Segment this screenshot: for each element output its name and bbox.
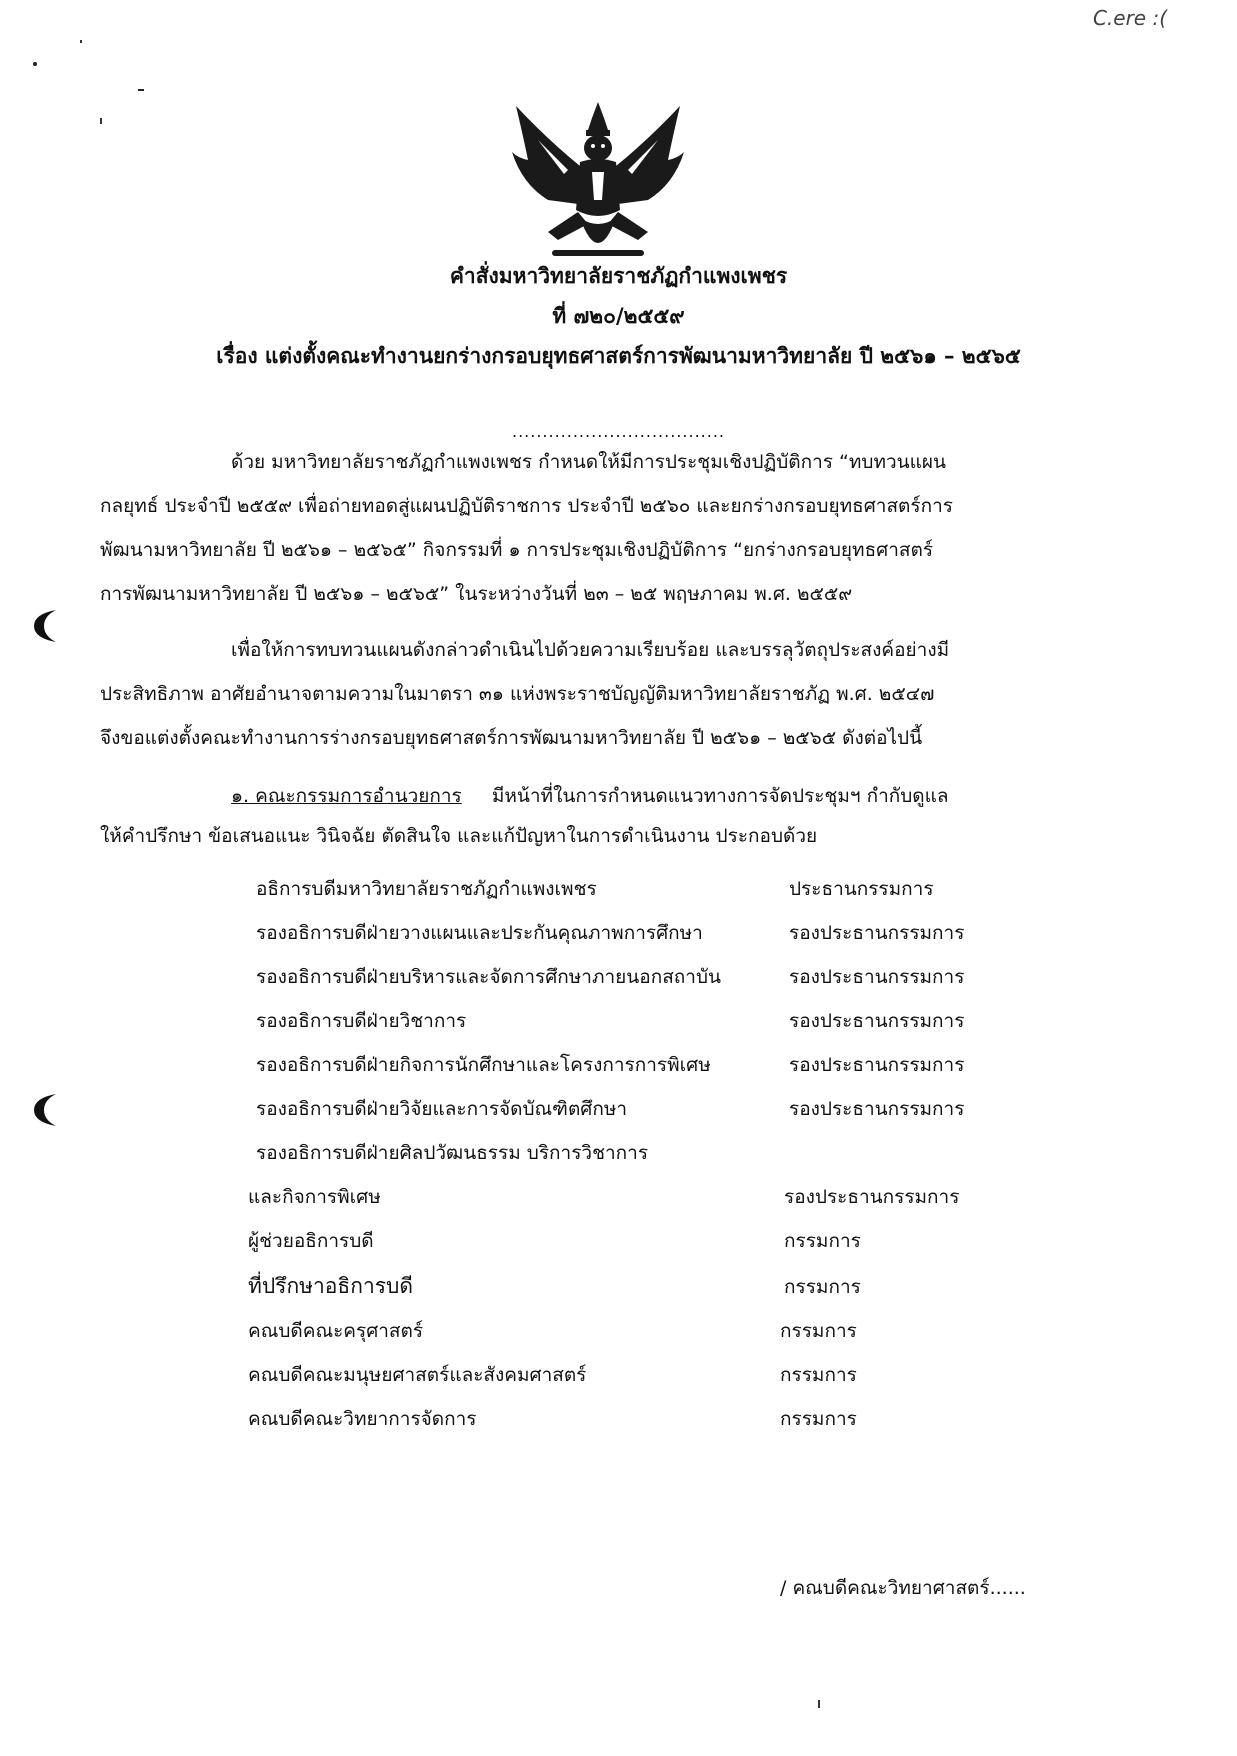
member-name: อธิการบดีมหาวิทยาลัยราชภัฏกำแพงเพชร xyxy=(256,878,597,900)
header-divider: ................................... xyxy=(511,422,725,441)
scan-speck xyxy=(33,62,37,66)
section1-line1 xyxy=(231,774,949,818)
paragraph1-line: กลยุทธ์ ประจำปี ๒๕๕๙ เพื่อถ่ายทอดสู่แผนปฏิบัติราชการ ประจำปี ๒๕๖๐ และยกร่างกรอบยุทธศาสตร์การ xyxy=(100,495,953,517)
paragraph1-line: พัฒนามหาวิทยาลัย ปี ๒๕๖๑ – ๒๕๖๕” กิจกรรมที่ ๑ การประชุมเชิงปฏิบัติการ “ยกร่างกรอบยุทธศาสตร์ xyxy=(100,539,934,561)
member-role: กรรมการ xyxy=(780,1320,857,1342)
member-role: กรรมการ xyxy=(780,1364,857,1386)
order-number: ที่ ๗๒๐/๒๕๕๙ xyxy=(552,304,685,328)
member-name: รองอธิการบดีฝ่ายวิจัยและการจัดบัณฑิตศึกษา xyxy=(256,1098,628,1120)
member-name: รองอธิการบดีฝ่ายบริหารและจัดการศึกษาภายนอกสถาบัน xyxy=(256,966,722,988)
order-subject: เรื่อง แต่งตั้งคณะทำงานยกร่างกรอบยุทธศาสตร์การพัฒนามหาวิทยาลัย ปี ๒๕๖๑ – ๒๕๖๕ xyxy=(216,344,1021,368)
section1-line2: ให้คำปรึกษา ข้อเสนอแนะ วินิจฉัย ตัดสินใจ และแก้ปัญหาในการดำเนินงาน ประกอบด้วย xyxy=(100,825,818,847)
scan-speck xyxy=(138,89,144,91)
scan-speck xyxy=(100,118,102,124)
section1-heading: ๑. คณะกรรมการอำนวยการ xyxy=(231,785,462,807)
scan-speck xyxy=(818,1700,820,1708)
paragraph1-line: ด้วย มหาวิทยาลัยราชภัฏกำแพงเพชร กำหนดให้มีการประชุมเชิงปฏิบัติการ “ทบทวนแผน xyxy=(231,451,946,473)
garuda-emblem-icon xyxy=(508,100,688,268)
member-name: ผู้ช่วยอธิการบดี xyxy=(248,1230,374,1252)
member-role: กรรมการ xyxy=(780,1408,857,1430)
member-role: รองประธานกรรมการ xyxy=(789,1098,965,1120)
member-role: ประธานกรรมการ xyxy=(789,878,934,900)
member-name: และกิจการพิเศษ xyxy=(248,1186,381,1208)
paragraph1-line: การพัฒนามหาวิทยาลัย ปี ๒๕๖๑ – ๒๕๖๕” ในระหว่างวันที่ ๒๓ – ๒๕ พฤษภาคม พ.ศ. ๒๕๕๙ xyxy=(100,583,853,605)
member-role: รองประธานกรรมการ xyxy=(784,1186,960,1208)
member-role: รองประธานกรรมการ xyxy=(789,1010,965,1032)
binder-hole-mark-icon xyxy=(28,606,62,646)
scan-speck xyxy=(80,40,82,43)
member-name: รองอธิการบดีฝ่ายวิชาการ xyxy=(256,1010,467,1032)
member-name: คณบดีคณะมนุษยศาสตร์และสังคมศาสตร์ xyxy=(248,1364,587,1386)
member-name: รองอธิการบดีฝ่ายกิจการนักศึกษาและโครงการการพิเศษ xyxy=(256,1054,711,1076)
member-role: รองประธานกรรมการ xyxy=(789,1054,965,1076)
member-role: กรรมการ xyxy=(784,1230,861,1252)
order-title: คำสั่งมหาวิทยาลัยราชภัฏกำแพงเพชร xyxy=(449,264,788,288)
member-name: รองอธิการบดีฝ่ายศิลปวัฒนธรรม บริการวิชาการ xyxy=(256,1142,649,1164)
member-name: คณบดีคณะวิทยาการจัดการ xyxy=(248,1408,477,1430)
member-name: รองอธิการบดีฝ่ายวางแผนและประกันคุณภาพการศึกษา xyxy=(256,922,703,944)
handwritten-corner-note: C.ere :( xyxy=(1092,6,1167,30)
section1-duties: มีหน้าที่ในการกำหนดแนวทางการจัดประชุมฯ กำกับดูแล xyxy=(491,785,949,807)
paragraph2-line: ประสิทธิภาพ อาศัยอำนาจตามความในมาตรา ๓๑ แห่งพระราชบัญญัติมหาวิทยาลัยราชภัฏ พ.ศ. ๒๕๔๗ xyxy=(100,683,935,705)
member-role: รองประธานกรรมการ xyxy=(789,966,965,988)
paragraph2-line: เพื่อให้การทบทวนแผนดังกล่าวดำเนินไปด้วยความเรียบร้อย และบรรลุวัตถุประสงค์อย่างมี xyxy=(231,639,950,661)
paragraph2-line: จึงขอแต่งตั้งคณะทำงานการร่างกรอบยุทธศาสตร์การพัฒนามหาวิทยาลัย ปี ๒๕๖๑ – ๒๕๖๕ ดังต่อไปนี้ xyxy=(100,727,923,749)
binder-hole-mark-icon xyxy=(28,1090,62,1130)
continued-page-note: / คณบดีคณะวิทยาศาสตร์...... xyxy=(780,1577,1026,1599)
member-role: รองประธานกรรมการ xyxy=(789,922,965,944)
member-name: คณบดีคณะครุศาสตร์ xyxy=(248,1320,424,1342)
member-name: ที่ปรึกษาอธิการบดี xyxy=(248,1274,413,1298)
member-role: กรรมการ xyxy=(784,1276,861,1298)
